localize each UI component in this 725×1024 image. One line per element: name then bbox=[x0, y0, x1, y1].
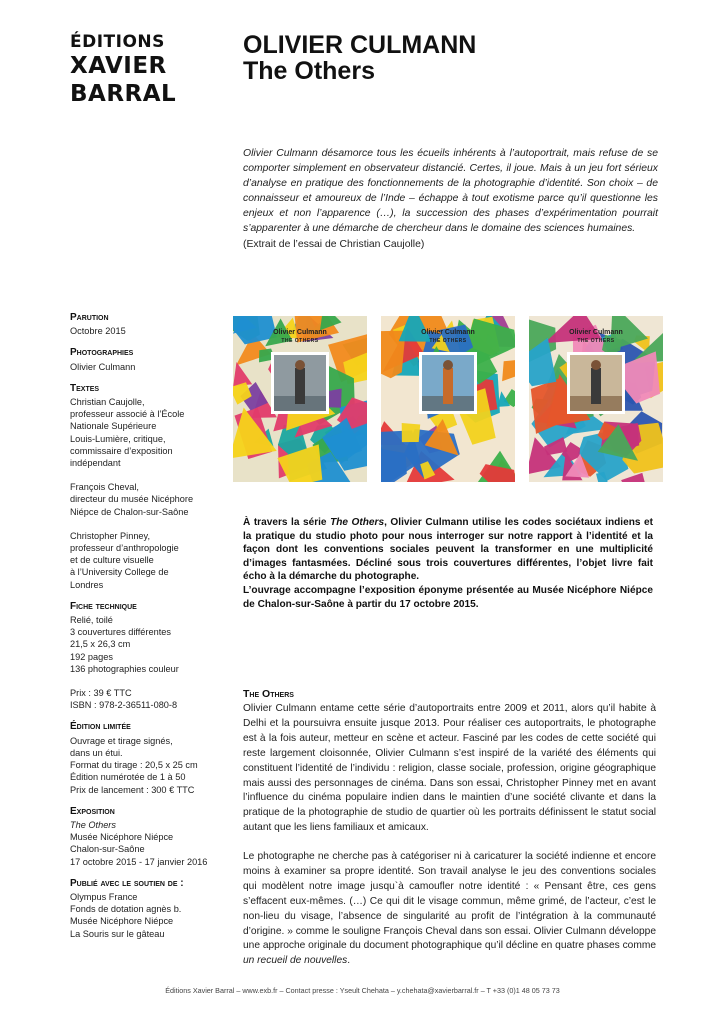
cover-author: Olivier Culmann bbox=[273, 329, 327, 336]
info-line: Relié, toilé bbox=[70, 615, 113, 626]
section-soutien bbox=[70, 878, 210, 940]
section-title: Textes bbox=[70, 382, 100, 394]
info-line: The Others bbox=[70, 819, 116, 830]
publisher-logo bbox=[70, 32, 190, 108]
section-title: Fiche technique bbox=[70, 600, 137, 612]
body-paragraph-2 bbox=[243, 850, 656, 969]
cover-shape bbox=[402, 423, 421, 442]
cover-title bbox=[233, 329, 367, 345]
info-line: professeur d’anthropologie bbox=[70, 543, 179, 554]
footer-contact: Éditions Xavier Barral – www.exb.fr – Contact presse : Yseult Chehata – y.chehata@xavierbarral.fr – T +33 (0)1 48 05 73 73 bbox=[165, 986, 560, 995]
info-line: dans un étui. bbox=[70, 747, 123, 758]
info-line: Christopher Pinney, bbox=[70, 530, 151, 541]
lead-text-1: À travers la série bbox=[243, 517, 331, 528]
lead-series-name: The Others bbox=[330, 517, 385, 528]
cover-photo-figure bbox=[591, 368, 601, 404]
info-line: 192 pages bbox=[70, 651, 113, 662]
cover-subtitle: THE OTHERS bbox=[429, 338, 467, 344]
cover-photo-figure bbox=[295, 368, 305, 404]
info-line: à l’University College de bbox=[70, 567, 169, 578]
price-line: Prix : 39 € TTC bbox=[70, 688, 132, 699]
info-line: Octobre 2015 bbox=[70, 326, 126, 337]
section-heading: The Others bbox=[243, 688, 294, 700]
info-line: 136 photographies couleur bbox=[70, 663, 179, 674]
cover-author: Olivier Culmann bbox=[421, 329, 475, 336]
cover-subtitle: THE OTHERS bbox=[281, 338, 319, 344]
info-line: Nationale Supérieure bbox=[70, 421, 157, 432]
info-line: La Souris sur le gâteau bbox=[70, 928, 165, 939]
page-title bbox=[243, 32, 476, 84]
info-line: Londres bbox=[70, 579, 104, 590]
body-paragraph-2-em: un recueil de nouvelles bbox=[243, 955, 348, 967]
info-line: Musée Nicéphore Niépce bbox=[70, 832, 174, 843]
publisher-line-2: XAVIER bbox=[70, 53, 167, 79]
info-line: Niépce de Chalon-sur-Saône bbox=[70, 506, 189, 517]
section-photographies bbox=[70, 347, 210, 372]
cover-photo-figure-head bbox=[295, 360, 305, 370]
publisher-line-3: BARRAL bbox=[70, 81, 177, 107]
info-line: commissaire d’exposition bbox=[70, 445, 173, 456]
info-line: professeur associé à l’École bbox=[70, 409, 185, 420]
section-title: Exposition bbox=[70, 805, 115, 817]
info-line: et de culture visuelle bbox=[70, 555, 154, 566]
cover-author: Olivier Culmann bbox=[569, 329, 623, 336]
cover-photo-figure bbox=[443, 368, 453, 404]
info-line: Musée Nicéphore Niépce bbox=[70, 916, 174, 927]
section-title: Publié avec le soutien de : bbox=[70, 877, 184, 889]
body-paragraph-2-text: Le photographe ne cherche pas à catégoriser ni à caricaturer la société indienne et encore moins à examiner sa propre identité. Son travail analyse le jeu des conventions sociales qui modèlent notre image jusqu`à camoufler notre identité : « Pensant être, ces gens s’effacent eux-mêmes. (…) Ce qui dit le visage commun, même grimé, de l’acteur, c’est le non-lieu du visage, l’absence de singularité au profit de l’intégration à la communauté d’origine. » comme le souligne François Cheval dans son essai. Olivier Culmann développe une approche originale du document photographique qu’il décline en quatre phases comme bbox=[243, 851, 656, 952]
info-line: 21,5 x 26,3 cm bbox=[70, 639, 131, 650]
book-title: The Others bbox=[243, 57, 375, 85]
cover-subtitle: THE OTHERS bbox=[577, 338, 615, 344]
info-line: 17 octobre 2015 - 17 janvier 2016 bbox=[70, 856, 208, 867]
lead-exhibition-text: L’ouvrage accompagne l’exposition éponyme présentée au Musée Nicéphore Niépce de Chalon-sur-Saône à partir du 17 octobre 2015. bbox=[243, 584, 653, 610]
body-paragraph-2-end: . bbox=[347, 955, 351, 967]
book-cover-2 bbox=[381, 316, 515, 482]
lead-text-2: , Olivier Culmann utilise les codes sociétaux indiens et la pratique du studio photo pour nous interroger sur notre rapport à l’identité et la façon dont les conventions sociales peuvent la transformer en une multiplicité d’images fantasmées. Décliné sous trois couvertures différentes, l’objet livre fait écho à la démarche du photographe. bbox=[243, 517, 653, 583]
info-line: Édition numérotée de 1 à 50 bbox=[70, 772, 186, 783]
section-textes bbox=[70, 383, 210, 591]
info-line: Format du tirage : 20,5 x 25 cm bbox=[70, 760, 198, 771]
info-line: François Cheval, bbox=[70, 482, 139, 493]
info-line: indépendant bbox=[70, 458, 121, 469]
section-exposition bbox=[70, 806, 210, 868]
section-title: Édition limitée bbox=[70, 721, 131, 733]
info-line: Prix de lancement : 300 € TTC bbox=[70, 784, 195, 795]
info-line: Olivier Culmann bbox=[70, 361, 136, 372]
essay-quote bbox=[243, 146, 658, 252]
section-title: Photographies bbox=[70, 347, 134, 359]
info-line: Olympus France bbox=[70, 891, 138, 902]
info-line: directeur du musée Nicéphore bbox=[70, 494, 194, 505]
section-edition-limitee bbox=[70, 721, 210, 795]
book-cover-3 bbox=[529, 316, 663, 482]
cover-title bbox=[529, 329, 663, 345]
author-name: OLIVIER CULMANN bbox=[243, 31, 477, 59]
cover-photo-figure-head bbox=[443, 360, 453, 370]
isbn-line: ISBN : 978-2-36511-080-8 bbox=[70, 700, 178, 711]
quote-source: (Extrait de l’essai de Christian Caujolle) bbox=[243, 238, 425, 250]
section-fiche-technique bbox=[70, 601, 210, 712]
lead-paragraph bbox=[243, 516, 653, 611]
quote-text: Olivier Culmann désamorce tous les écueils inhérents à l’autoportrait, mais refuse de se comporter simplement en observateur distancié. Certes, il joue. Mais à un jeu fort sérieux d’analyse en pratique des fonctionnements de la photographie d’identité. Son choix – de connaisseur et amoureux de l’Inde – échappe à tout exotisme parce qu’il questionne les enjeux et non l’apparence (…), la succession des phases d’expérimentation pourrait s’apparenter à une démarche de chercheur dans le domaine des sciences humaines. bbox=[243, 148, 658, 235]
info-line: Louis-Lumière, critique, bbox=[70, 433, 166, 444]
section-parution bbox=[70, 312, 210, 337]
cover-photo-figure-head bbox=[591, 360, 601, 370]
info-line: Ouvrage et tirage signés, bbox=[70, 735, 173, 746]
info-line: Christian Caujolle, bbox=[70, 397, 145, 408]
info-line: Chalon-sur-Saône bbox=[70, 844, 145, 855]
cover-title bbox=[381, 329, 515, 345]
info-line: 3 couvertures différentes bbox=[70, 627, 171, 638]
body-paragraph-1: Olivier Culmann entame cette série d’autoportraits entre 2009 et 2011, alors qu’il habite à Delhi et la poursuivra ensuite jusque 2013. Pour réaliser ces autoportraits, le photographe est à la fois auteur, metteur en scène et acteur. Fasciné par les codes de cette société qui reste largement cloisonnée, Olivier Culmann s’est inspiré de la variété des éléments qui constituent l’identité de l’individu : religion, classe sociale, profession, origine géographique mais aussi des personnages de cinéma. Dans son essai, Christopher Pinney met en avant l’influence du cinéma populaire indien dans le maintien d’une société clivante et dans la pratique de la photographie de studio de quartier où les portraits définissent le statut social autant que les liens familiaux et amicaux. bbox=[243, 703, 656, 834]
book-cover-1 bbox=[233, 316, 367, 482]
info-line: Fonds de dotation agnès b. bbox=[70, 904, 182, 915]
publisher-line-1: ÉDITIONS bbox=[70, 32, 165, 52]
book-info-sidebar bbox=[70, 312, 210, 950]
section-title: Parution bbox=[70, 312, 109, 323]
